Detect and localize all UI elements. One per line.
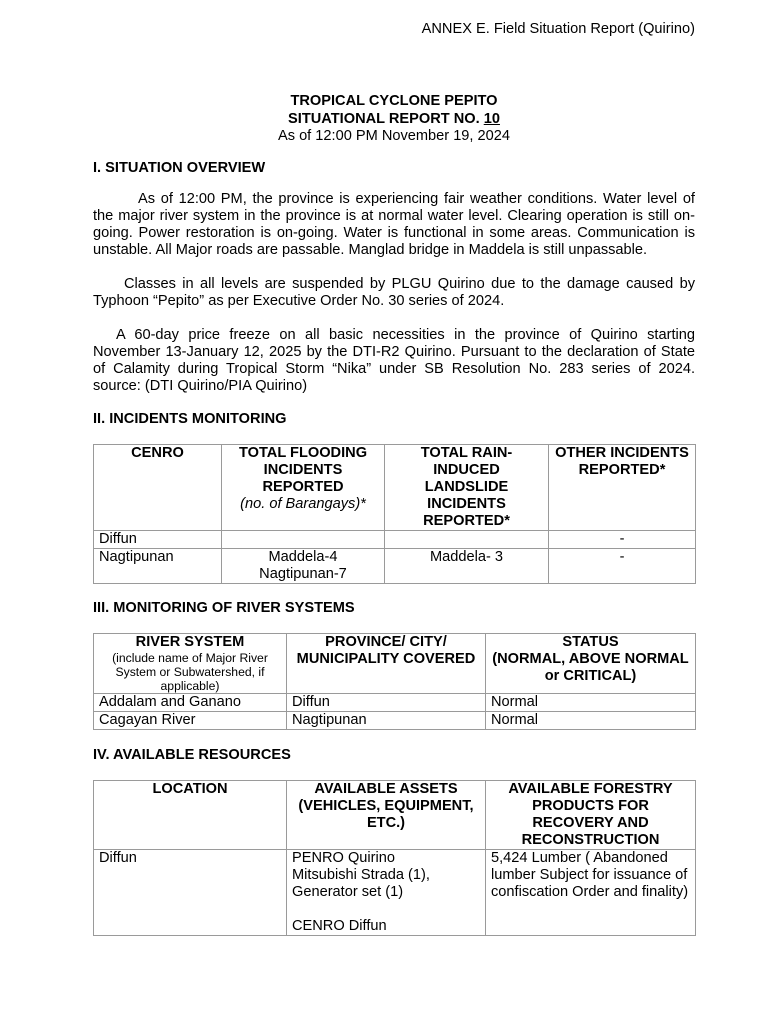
header-status-line3: or CRITICAL)	[544, 667, 637, 684]
cell-other: -	[549, 530, 696, 548]
resources-header-row	[94, 780, 696, 849]
rivers-header-row	[94, 633, 696, 693]
header-flooding	[222, 444, 385, 530]
report-title	[93, 93, 695, 146]
cell-status: Normal	[486, 711, 696, 729]
cell-river: Cagayan River	[94, 711, 287, 729]
rivers-table	[93, 633, 696, 730]
table-row	[94, 548, 696, 583]
section-heading-situation: I. SITUATION OVERVIEW	[93, 159, 266, 176]
cell-river: Addalam and Ganano	[94, 693, 287, 711]
annex-label: ANNEX E. Field Situation Report (Quirino)	[421, 21, 695, 37]
table-row	[94, 530, 696, 548]
cell-landslide: Maddela- 3	[385, 548, 549, 583]
header-province: PROVINCE/ CITY/ MUNICIPALITY COVERED	[287, 633, 486, 693]
header-river-label: RIVER SYSTEM	[135, 633, 245, 650]
header-status-line2: (NORMAL, ABOVE NORMAL	[492, 650, 689, 667]
title-date: As of 12:00 PM November 19, 2024	[277, 128, 510, 144]
title-report-prefix: SITUATIONAL REPORT NO.	[288, 110, 484, 127]
section-heading-resources: IV. AVAILABLE RESOURCES	[93, 746, 291, 763]
header-location: LOCATION	[94, 780, 287, 849]
table-row	[94, 849, 696, 935]
header-flooding-label: TOTAL FLOODING INCIDENTS REPORTED	[238, 444, 368, 495]
table-row	[94, 693, 696, 711]
report-number: 10	[483, 110, 500, 127]
cell-province: Diffun	[287, 693, 486, 711]
section-heading-incidents: II. INCIDENTS MONITORING	[93, 410, 287, 427]
cell-assets	[287, 849, 486, 935]
header-river-sub: (include name of Major River System or Subwatershed, if applicable)	[112, 650, 268, 693]
asset-vehicles: Mitsubishi Strada (1), Generator set (1)	[292, 866, 430, 900]
cell-forestry: 5,424 Lumber ( Abandoned lumber Subject for issuance of confiscation Order and finality)	[486, 849, 696, 935]
header-cenro: CENRO	[94, 444, 222, 530]
resources-table	[93, 780, 696, 936]
section-heading-rivers: III. MONITORING OF RIVER SYSTEMS	[93, 599, 355, 616]
header-status-label: STATUS	[562, 633, 619, 650]
title-cyclone: TROPICAL CYCLONE PEPITO	[290, 93, 498, 109]
cell-cenro: Diffun	[94, 530, 222, 548]
incidents-table	[93, 444, 696, 584]
cell-flooding	[222, 530, 385, 548]
title-report	[93, 111, 695, 129]
header-assets: AVAILABLE ASSETS (VEHICLES, EQUIPMENT, ETC.)	[287, 780, 486, 849]
header-other: OTHER INCIDENTS REPORTED*	[549, 444, 696, 530]
cell-location: Diffun	[94, 849, 287, 935]
cell-landslide	[385, 530, 549, 548]
header-forestry: AVAILABLE FORESTRY PRODUCTS FOR RECOVERY AND RECONSTRUCTION	[486, 780, 696, 849]
cell-flooding-1: Maddela-4	[268, 548, 338, 565]
cell-flooding	[222, 548, 385, 583]
header-status	[486, 633, 696, 693]
cell-status: Normal	[486, 693, 696, 711]
header-landslide: TOTAL RAIN-INDUCED LANDSLIDE INCIDENTS REPORTED*	[385, 444, 549, 530]
situation-paragraph-1: As of 12:00 PM, the province is experiencing fair weather conditions. Water level of the major river system in the province is at normal water level. Clearing operation is still on-going. Power restoration is on-going. Water is functional in some areas. Communication is unstable. All Major roads are passable. Manglad bridge in Maddela is still unpassable.	[93, 190, 695, 258]
incidents-header-row	[94, 444, 696, 530]
asset-penro: PENRO Quirino	[292, 849, 395, 866]
asset-cenro: CENRO Diffun	[292, 917, 387, 934]
cell-cenro: Nagtipunan	[94, 548, 222, 583]
cell-other: -	[549, 548, 696, 583]
report-page	[93, 93, 695, 936]
cell-flooding-2: Nagtipunan-7	[259, 565, 347, 582]
situation-paragraph-2: Classes in all levels are suspended by PLGU Quirino due to the damage caused by Typhoon “Pepito” as per Executive Order No. 30 series of 2024.	[93, 275, 695, 309]
asset-spacer	[292, 901, 480, 918]
cell-province: Nagtipunan	[287, 711, 486, 729]
header-river-system	[94, 633, 287, 693]
header-flooding-sub: (no. of Barangays)*	[240, 495, 366, 512]
situation-paragraph-3: A 60-day price freeze on all basic necessities in the province of Quirino starting November 13-January 12, 2025 by the DTI-R2 Quirino. Pursuant to the declaration of State of Calamity during Tropical Storm “Nika” under SB Resolution No. 283 series of 2024. source: (DTI Quirino/PIA Quirino)	[93, 326, 695, 394]
table-row	[94, 711, 696, 729]
